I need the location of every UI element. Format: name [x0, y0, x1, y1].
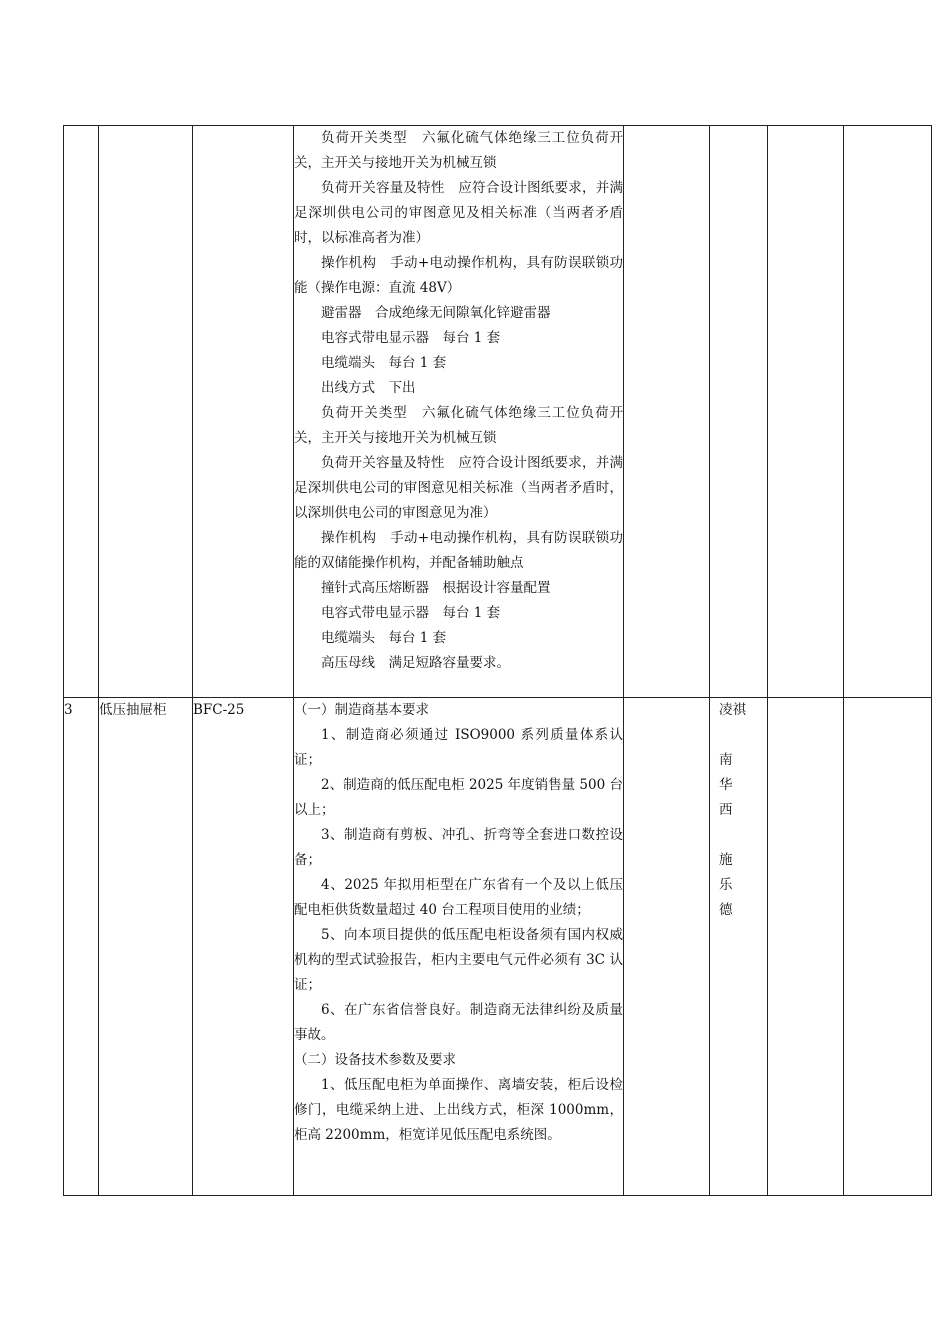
model-cell: BFC-25: [193, 698, 294, 1196]
requirement-paragraph: （一）制造商基本要求: [294, 702, 429, 718]
brand-line: 西: [719, 802, 733, 818]
requirement-paragraph: 6、在广东省信誉良好。制造商无法律纠纷及质量事故。: [294, 1002, 623, 1043]
blank-cell: [624, 126, 710, 698]
model-cell: [193, 126, 294, 698]
requirement-paragraph: 出线方式 下出: [321, 380, 416, 396]
brand-line: 施乐: [719, 852, 751, 893]
requirement-paragraph: 2、制造商的低压配电柜 2025 年度销售量 500 台以上；: [294, 777, 623, 818]
brand-line: [710, 723, 767, 748]
empty-cell: [768, 698, 844, 1196]
brand-line: 凌祺: [719, 702, 746, 718]
requirement-paragraph: 负荷开关类型 六氟化硫气体绝缘三工位负荷开关，主开关与接地开关为机械互锁: [294, 130, 623, 171]
empty-cell: [844, 698, 932, 1196]
item-name-cell: 低压抽屉柜: [99, 698, 193, 1196]
brand-cell: [710, 698, 768, 1196]
table-body: [64, 126, 932, 1196]
blank-cell: [624, 698, 710, 1196]
requirement-paragraph: 负荷开关容量及特性 应符合设计图纸要求，并满足深圳供电公司的审图意见及相关标准（当两者矛盾时，以标准高者为准）: [294, 180, 623, 246]
item-number-cell: 3: [64, 698, 99, 1196]
item-number-cell: [64, 126, 99, 698]
requirement-paragraph: 3、制造商有剪板、冲孔、折弯等全套进口数控设备；: [294, 827, 623, 868]
requirement-paragraph: 撞针式高压熔断器 根据设计容量配置: [321, 580, 551, 596]
requirement-paragraph: 电缆端头 每台 1 套: [321, 355, 447, 371]
requirement-paragraph: 操作机构 手动+电动操作机构，具有防误联锁功能（操作电源：直流 48V）: [294, 255, 623, 296]
requirement-paragraph: 5、向本项目提供的低压配电柜设备须有国内权威机构的型式试验报告，柜内主要电气元件必须有 3C 认证；: [294, 927, 623, 993]
requirement-paragraph: 负荷开关类型 六氟化硫气体绝缘三工位负荷开关，主开关与接地开关为机械互锁: [294, 405, 623, 446]
requirement-paragraph: 电容式带电显示器 每台 1 套: [321, 605, 501, 621]
requirements-cell: [294, 126, 624, 698]
requirement-paragraph: （二）设备技术参数及要求: [294, 1052, 456, 1068]
requirement-paragraph: 操作机构 手动+电动操作机构，具有防误联锁功能的双储能操作机构，并配备辅助触点: [294, 530, 623, 571]
requirement-paragraph: 高压母线 满足短路容量要求。: [321, 655, 510, 671]
requirement-paragraph: 1、低压配电柜为单面操作、离墙安装，柜后设检修门，电缆采纳上进、上出线方式，柜深 1000mm，柜高 2200mm，柜宽详见低压配电系统图。: [294, 1077, 623, 1143]
requirement-paragraph: 避雷器 合成绝缘无间隙氧化锌避雷器: [321, 305, 551, 321]
brand-cell: [710, 126, 768, 698]
requirement-paragraph: 1、制造商必须通过 ISO9000 系列质量体系认证；: [294, 727, 623, 768]
item-name-cell: [99, 126, 193, 698]
brand-line: [710, 823, 767, 848]
requirement-paragraph: 4、2025 年拟用柜型在广东省有一个及以上低压配电柜供货数量超过 40 台工程项目使用的业绩；: [294, 877, 623, 918]
requirement-paragraph: 电缆端头 每台 1 套: [321, 630, 447, 646]
requirements-cell: [294, 698, 624, 1196]
table-row: [64, 698, 932, 1196]
equipment-spec-table: [63, 125, 932, 1196]
brand-line: 南华: [719, 752, 751, 793]
table-row: [64, 126, 932, 698]
brand-line: 德: [719, 902, 733, 918]
requirement-paragraph: 电容式带电显示器 每台 1 套: [321, 330, 501, 346]
requirement-paragraph: 负荷开关容量及特性 应符合设计图纸要求，并满足深圳供电公司的审图意见相关标准（当两者矛盾时，以深圳供电公司的审图意见为准）: [294, 455, 623, 521]
empty-cell: [844, 126, 932, 698]
empty-cell: [768, 126, 844, 698]
